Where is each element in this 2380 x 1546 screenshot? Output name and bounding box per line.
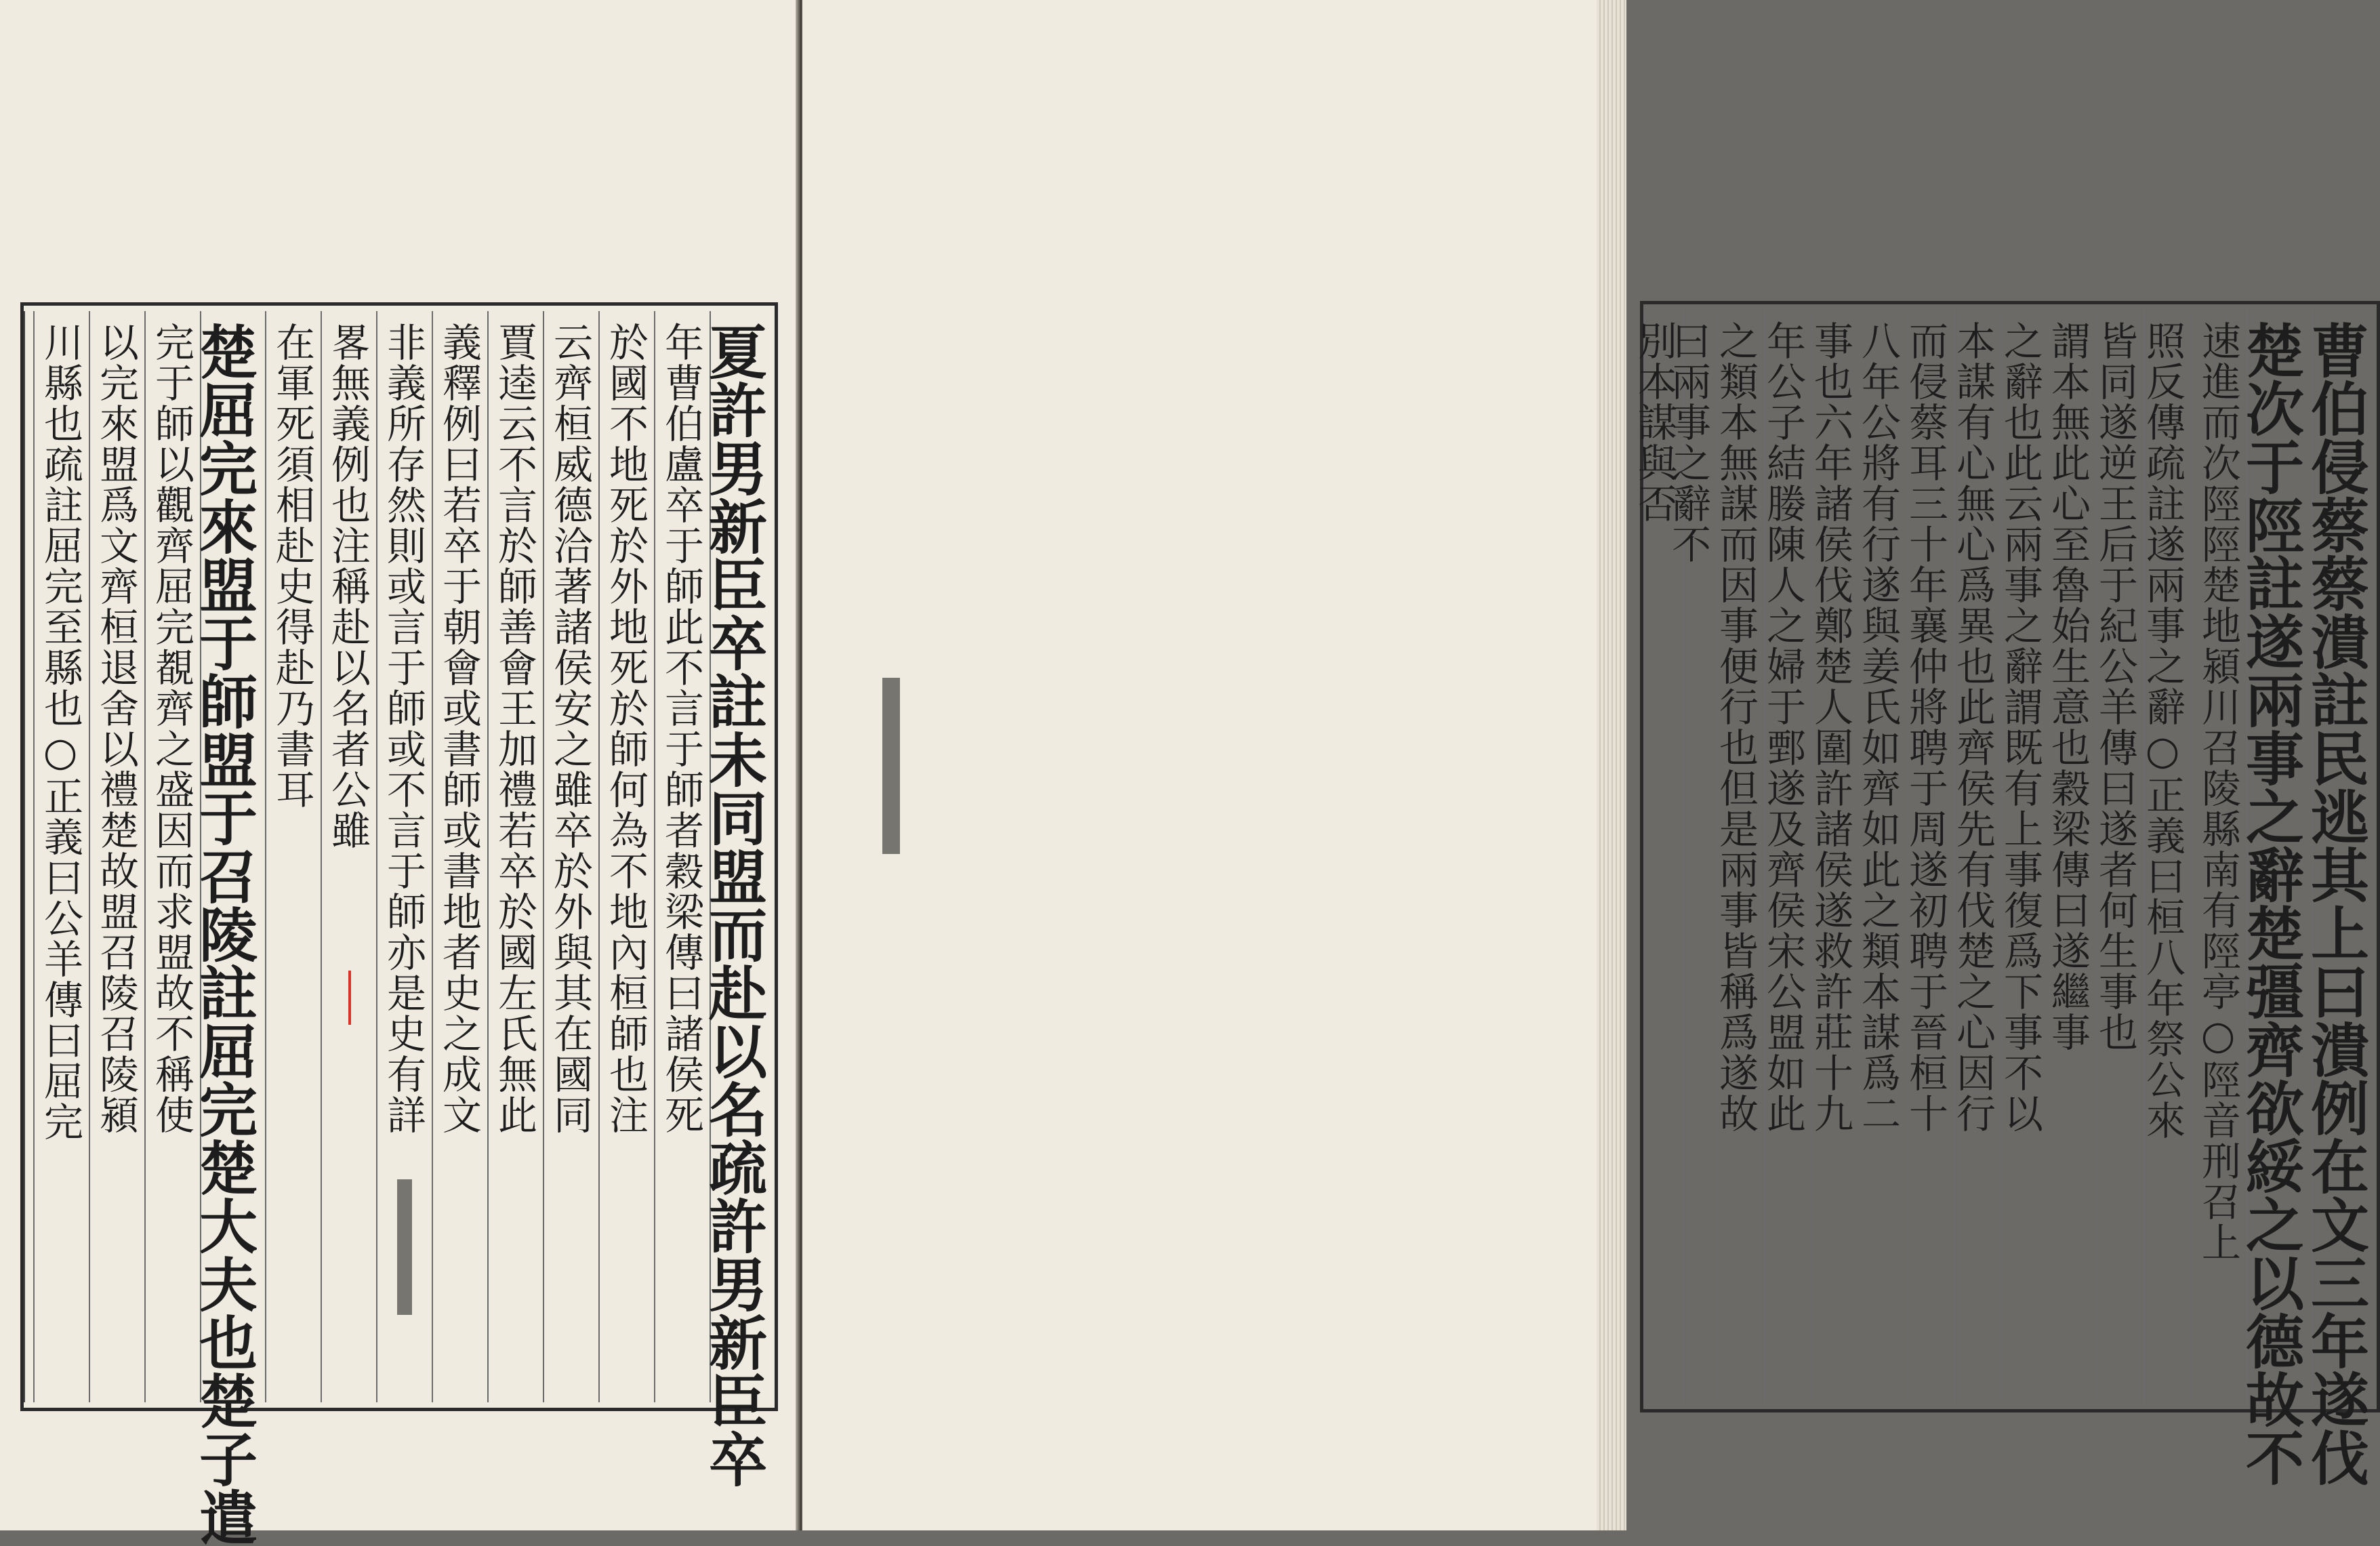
ink-smudge <box>397 1179 412 1315</box>
text-column-r11: 事也六年諸侯伐鄭楚人圍許諸侯遂救許莊十九 <box>1811 310 1859 1404</box>
text-column-12: 以完來盟爲文齊桓退舍以禮楚故盟召陵召陵潁 <box>89 311 144 1402</box>
text-column-4: 云齊桓威德洽著諸侯安之雖卒於外與其在國同 <box>543 311 598 1402</box>
text-column-r13: 之類本無謀而因事便行也但是兩事皆稱爲遂故 <box>1717 310 1764 1404</box>
text-column-6: 義釋例曰若卒于朝會或書師或書地者史之成文 <box>432 311 487 1402</box>
text-column-13: 川縣也疏註屈完至縣也○正義曰公羊傳曰屈完 <box>33 311 89 1402</box>
text-column-r14: 曰兩事之辭不 <box>1683 310 1717 1404</box>
text-column-r12: 年公子結媵陳人之婦于鄄遂及齊侯宋公盟如此 <box>1764 310 1811 1404</box>
red-mark <box>348 971 351 1025</box>
text-column-8: 畧無義例也注稱赴以名者公雖 <box>321 311 376 1402</box>
text-column-1: 夏許男新臣卒註未同盟而赴以名疏許男新臣卒 <box>710 311 775 1402</box>
ink-smudge-right <box>882 678 900 854</box>
text-column-11: 完于師以觀齊屈完覩齊之盛因而求盟故不稱使 <box>144 311 200 1402</box>
text-column-3: 於國不地死於外地死於師何為不地內桓師也注 <box>598 311 654 1402</box>
text-column-9: 在軍死須相赴史得赴乃書耳 <box>265 311 321 1402</box>
right-text-frame <box>1631 301 2380 1486</box>
text-column-5: 賈逵云不言於師善會王加禮若卒於國左氏無此 <box>487 311 543 1402</box>
text-column-r5: 皆同遂逆王后于紀公羊傳曰遂者何生事也 <box>2096 310 2143 1404</box>
fold-margin <box>24 311 33 1402</box>
text-column-r6: 謂本無此心至魯始生意也穀梁傳曰遂繼事 <box>2049 310 2096 1404</box>
text-column-r3: 速進而次陘陘楚地潁川召陵縣南有陘亭○陘音刑召上 <box>2191 310 2246 1404</box>
left-page <box>0 0 798 1546</box>
text-column-r15: 別本謀與否 <box>1643 310 1683 1404</box>
text-column-r8: 本謀有心無心爲異也此齊侯先有伐楚之心因行 <box>1954 310 2001 1404</box>
text-column-r9: 而侵蔡耳三十年襄仲將聘于周遂初聘于晉桓十 <box>1906 310 1954 1404</box>
text-column-r2: 楚次于陘註遂兩事之辭楚彊齊欲綏之以德故不 <box>2246 310 2312 1404</box>
page-edges <box>1597 0 1626 1530</box>
text-column-10: 楚屈完來盟于師盟于召陵註屈完楚大夫也楚子遣 <box>200 311 265 1402</box>
text-column-7: 非義所存然則或言于師或不言于師亦是史有詳 <box>376 311 432 1402</box>
text-column-r10: 八年公將有行遂與姜氏如齊如此之類本謀爲二 <box>1859 310 1906 1404</box>
text-column-2: 年曹伯盧卒于師此不言于師者穀梁傳曰諸侯死 <box>654 311 710 1402</box>
right-page <box>802 0 2369 1530</box>
text-column-r1: 曹伯侵蔡蔡潰註民逃其上曰潰例在文三年遂伐 <box>2312 310 2377 1404</box>
text-column-r7: 之辭也此云兩事之辭謂既有上事復爲下事不以 <box>2001 310 2049 1404</box>
text-column-r4: 照反傳疏註遂兩事之辭○正義曰桓八年祭公來 <box>2143 310 2191 1404</box>
